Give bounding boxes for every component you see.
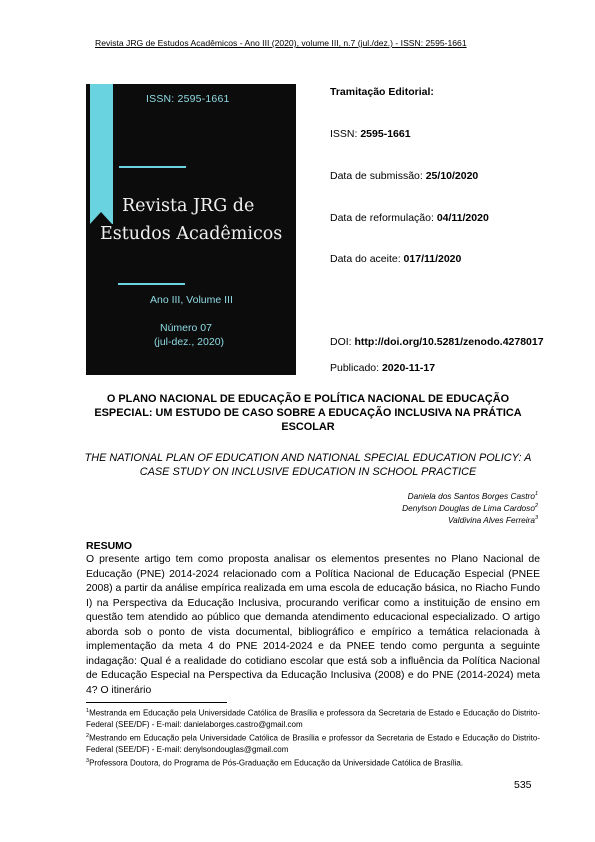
journal-cover-image: [86, 84, 296, 375]
author-2: [402, 503, 538, 513]
article-title-portuguese: O PLANO NACIONAL DE EDUCAÇÃO E POLÍTICA NACIONAL DE EDUCAÇÃO ESPECIAL: UM ESTUDO DE CASO SOBRE A EDUCAÇÃO INCLUSIVA NA PRÁTICA ESCOLAR: [94, 393, 522, 433]
footnote-2: [86, 731, 540, 756]
cover-divider-bottom: [118, 283, 185, 285]
footnote-1: [86, 706, 540, 731]
author-3: [448, 515, 538, 525]
footnote-divider: [86, 702, 227, 703]
footnote-text: Mestrando em Educação pela Universidade Católica de Brasília e professor da Secretaria de Estado e Educação do Distrito-Federal (SEE/DF) - E-mail: denylsondouglas@gmail.com: [86, 733, 540, 755]
footnote-text: Professora Doutora, do Programa de Pós-Graduação em Educação da Universidade Católica de Brasília.: [89, 758, 464, 768]
cover-period: (jul-dez., 2020): [154, 336, 225, 348]
page-number: 535: [514, 779, 532, 791]
cover-title-line2: Estudos Acadêmicos: [100, 224, 283, 244]
acceptance-date: 017/11/2020: [403, 253, 462, 265]
footnote-text: Mestranda em Educação pela Universidade Católica de Brasília e professora da Secretaria de Estado e Educação do Distrito-Federal (SEE/DF) - E-mail: danielaborges.castro@gmail.com: [86, 708, 540, 730]
submission-label: Data de submissão:: [330, 170, 426, 182]
editorial-acceptance: [330, 253, 461, 265]
cover-title: [100, 192, 282, 248]
footnote-mark[interactable]: 2: [534, 503, 538, 510]
editorial-doi: [330, 336, 544, 348]
editorial-reformulation: [330, 212, 489, 224]
author-name: Denylson Douglas de Lima Cardoso: [402, 503, 535, 513]
published-label: Publicado:: [330, 362, 382, 374]
acceptance-label: Data do aceite:: [330, 253, 404, 265]
editorial-submission: [330, 170, 478, 182]
cover-number: Número 07: [160, 322, 212, 334]
cover-volume: Ano III, Volume III: [150, 294, 233, 306]
published-date: 2020-11-17: [381, 362, 436, 374]
editorial-published: [330, 362, 435, 374]
running-header: Revista JRG de Estudos Acadêmicos - Ano III (2020), volume III, n.7 (jul./dez.) - ISSN: 2595-1661: [95, 38, 467, 48]
doi-link[interactable]: http://doi.org/10.5281/zenodo.4278017: [354, 336, 544, 348]
editorial-heading: Tramitação Editorial:: [330, 86, 434, 98]
submission-date: 25/10/2020: [425, 170, 479, 182]
footnote-3: [86, 756, 540, 769]
footnote-mark[interactable]: 1: [534, 491, 538, 498]
footnote-number: 1: [86, 708, 90, 714]
author-name: Valdivina Alves Ferreira: [447, 515, 535, 525]
article-title-english: THE NATIONAL PLAN OF EDUCATION AND NATIONAL SPECIAL EDUCATION POLICY: A CASE STUDY ON INCLUSIVE EDUCATION IN SCHOOL PRACTICE: [84, 452, 532, 478]
issn-label: ISSN:: [330, 128, 361, 140]
doi-label: DOI:: [330, 336, 355, 348]
abstract-body: O presente artigo tem como proposta analisar os elementos presentes no Plano Nacional de Educação (PNE) 2014-2024 relacionado com a Política Nacional de Educação Especial (PNEE 2008) a partir da análise empírica realizada em uma escola de educação básica, no Riacho Fundo I) na Perspectiva da Educação Inclusiva, procurando verificar como a instituição de ensino em questão tem atendido ao público que demanda atendimento educacional especializado. O artigo aborda sob o ponto de vista documental, bibliográfico e empírico a temática relacionada à implementação da meta 4 do PNE 2014-2024 e da PNEE tendo como pergunta a seguinte indagação: Qual é a realidade do cotidiano escolar que está sob a influência da Política Nacional de Educação Especial na Perspectiva da Educação Inclusiva (2008) e do PNE (2014-2024) meta 4? O itinerário: [86, 554, 540, 696]
footnote-number: 2: [86, 732, 90, 739]
cover-issn: ISSN: 2595-1661: [146, 93, 230, 105]
reformulation-label: Data de reformulação:: [330, 212, 437, 224]
author-name: Daniela dos Santos Borges Castro: [407, 491, 535, 501]
footnote-number: 3: [86, 757, 90, 764]
author-1: [408, 491, 538, 501]
abstract-heading: RESUMO: [86, 540, 133, 552]
editorial-issn: [330, 128, 411, 140]
issn-value: 2595-1661: [360, 128, 411, 140]
footnote-mark[interactable]: 3: [534, 515, 538, 522]
cover-title-line1: Revista JRG de: [122, 196, 255, 216]
footnotes: [86, 706, 540, 769]
cover-divider-top: [119, 166, 186, 168]
reformulation-date: 04/11/2020: [436, 212, 489, 224]
